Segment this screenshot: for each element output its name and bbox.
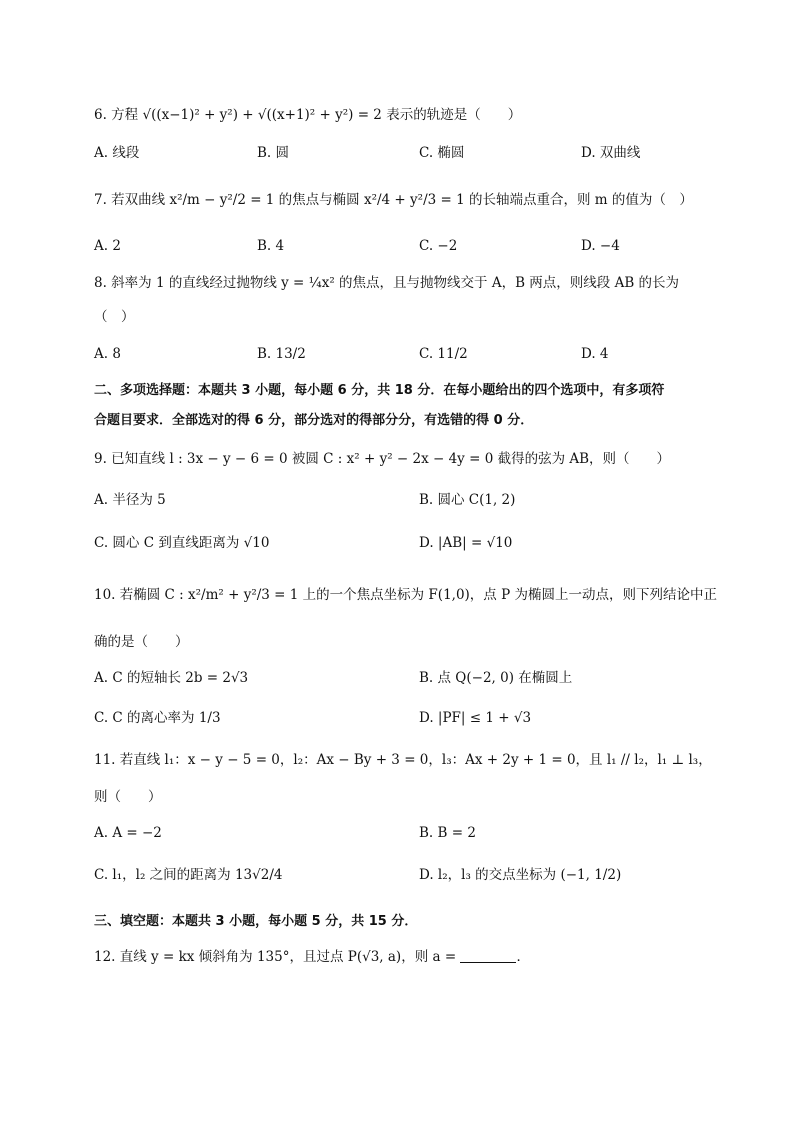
q10-option-c: C. C 的离心率为 1/3: [94, 710, 221, 726]
section-3-heading: 三、填空题：本题共 3 小题，每小题 5 分，共 15 分．: [94, 914, 418, 929]
question-10-cont: 确的是（ ）: [94, 634, 189, 650]
q10-option-b: B. 点 Q(−2, 0) 在椭圆上: [419, 670, 573, 686]
question-9: 9. 已知直线 l : 3x − y − 6 = 0 被圆 C : x² + y² − 2x − 4y = 0 截得的弦为 AB，则（ ）: [94, 451, 671, 467]
question-8-cont: （ ）: [94, 309, 135, 325]
q9-option-b: B. 圆心 C(1, 2): [419, 492, 516, 508]
question-12: [94, 946, 734, 968]
q11-option-c: C. l₁，l₂ 之间的距离为 13√2/4: [94, 867, 283, 883]
q11-option-b: B. B = 2: [419, 825, 476, 841]
q8-option-a: A. 8: [94, 346, 121, 362]
q8-option-b: B. 13/2: [257, 346, 306, 362]
q7-option-a: A. 2: [94, 238, 121, 254]
q6-option-d: D. 双曲线: [581, 145, 641, 161]
question-8: 8. 斜率为 1 的直线经过抛物线 y = ¼x² 的焦点，且与抛物线交于 A，B 两点，则线段 AB 的长为: [94, 275, 680, 291]
q7-option-b: B. 4: [257, 238, 285, 254]
q7-option-c: C. −2: [419, 238, 458, 254]
q8-option-c: C. 11/2: [419, 346, 468, 362]
question-12-text: 12. 直线 y = kx 倾斜角为 135°，且过点 P(√3, a)，则 a =: [94, 949, 457, 965]
q9-option-a: A. 半径为 5: [94, 492, 166, 508]
q7-option-d: D. −4: [581, 238, 620, 254]
question-6: 6. 方程 √((x−1)² + y²) + √((x+1)² + y²) = 2 表示的轨迹是（ ）: [94, 107, 522, 123]
q10-option-d: D. |PF| ≤ 1 + √3: [419, 710, 532, 726]
section-2-heading-cont: 合题目要求．全部选对的得 6 分，部分选对的得部分分，有选错的得 0 分．: [94, 413, 534, 428]
q11-option-a: A. A = −2: [94, 825, 162, 841]
question-11: 11. 若直线 l₁：x − y − 5 = 0，l₂：Ax − By + 3 = 0，l₃：Ax + 2y + 1 = 0，且 l₁ // l₂，l₁ ⊥ l₃，: [94, 752, 712, 768]
q9-option-d: D. |AB| = √10: [419, 535, 513, 551]
q11-option-d: D. l₂，l₃ 的交点坐标为 (−1, 1/2): [419, 867, 622, 883]
q6-option-b: B. 圆: [257, 145, 290, 161]
q6-option-a: A. 线段: [94, 145, 140, 161]
answer-blank[interactable]: [460, 948, 516, 963]
q6-option-c: C. 椭圆: [419, 145, 465, 161]
question-12-end: ．: [516, 949, 530, 965]
question-11-cont: 则（ ）: [94, 789, 162, 805]
section-2-heading: 二、多项选择题：本题共 3 小题，每小题 6 分，共 18 分．在每小题给出的四个选项中，有多项符: [94, 383, 665, 398]
q10-option-a: A. C 的短轴长 2b = 2√3: [94, 670, 249, 686]
q9-option-c: C. 圆心 C 到直线距离为 √10: [94, 535, 270, 551]
question-10: 10. 若椭圆 C : x²/m² + y²/3 = 1 上的一个焦点坐标为 F(1,0)，点 P 为椭圆上一动点，则下列结论中正: [94, 587, 717, 603]
question-7: 7. 若双曲线 x²/m − y²/2 = 1 的焦点与椭圆 x²/4 + y²/3 = 1 的长轴端点重合，则 m 的值为（ ）: [94, 192, 693, 208]
q8-option-d: D. 4: [581, 346, 609, 362]
